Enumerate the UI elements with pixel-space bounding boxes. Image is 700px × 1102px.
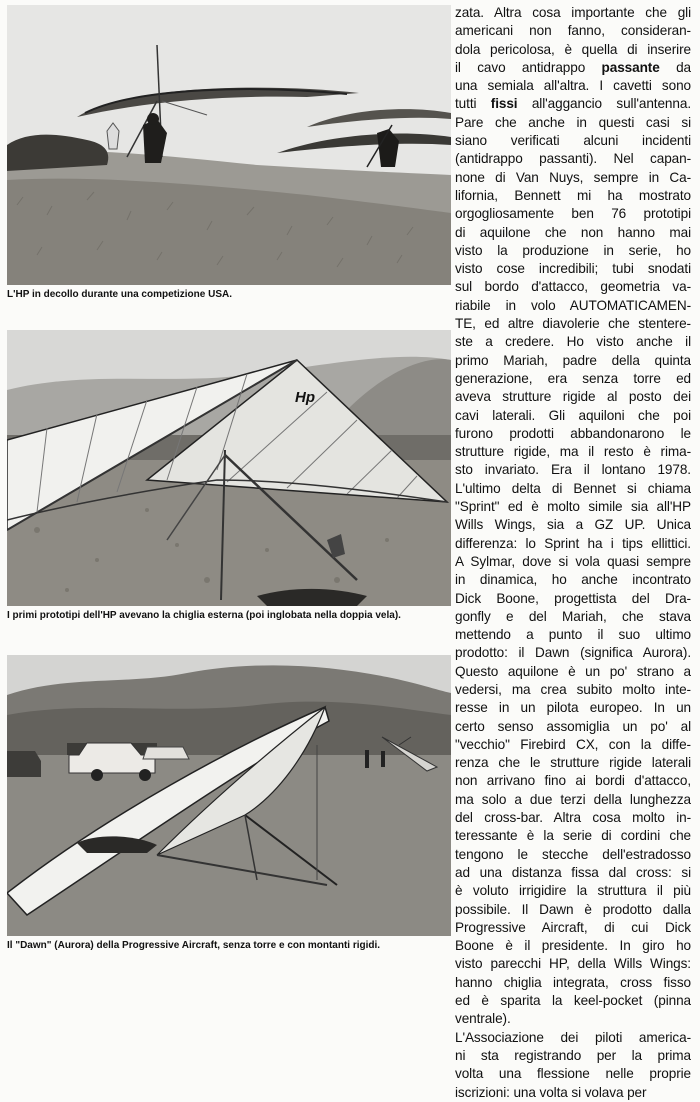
article-line: ni sta registrando per la prima <box>455 1047 691 1063</box>
photo-hp-takeoff <box>7 5 451 285</box>
sail-logo: Hp <box>295 389 315 406</box>
article-line: Boone è il presidente. In giro ho <box>455 938 691 954</box>
article-line: mettendo a punto il suo ultimo <box>455 627 691 643</box>
photo-dawn-glider-image <box>7 655 451 936</box>
article-line: in dinamica, ho anche incontrato <box>455 572 691 588</box>
article-line: furono prodotti abbandonarono le <box>455 425 691 441</box>
article-line: tutti fissi all'aggancio sull'antenna. <box>455 96 691 112</box>
article-line: sul bordo d'attacco, geometria va- <box>455 279 691 295</box>
bold-word: passante <box>601 59 660 75</box>
photo-caption: I primi prototipi dell'HP avevano la chiglia esterna (poi inglobata nella doppia vela). <box>7 610 401 621</box>
article-line: dola pericolosa, è quella di inserire <box>455 41 691 57</box>
article-line: Progressive Aircraft, di cui Dick <box>455 919 691 935</box>
article-line: ed è sparita la keel-pocket (pinna <box>455 993 691 1009</box>
article-line: L'Associazione dei piloti america- <box>455 1029 691 1045</box>
photo-caption: L'HP in decollo durante una competizione USA. <box>7 289 232 300</box>
article-line: siano verificati alcuni incidenti <box>455 133 691 149</box>
article-line: tengono le stecche dell'estradosso <box>455 846 691 862</box>
photo-hp-prototype-image <box>7 330 451 606</box>
article-line: gonfly e del Mariah, che stava <box>455 608 691 624</box>
photo-hp-takeoff-image <box>7 5 451 285</box>
article-line: visto parecchi HP, della Wills Wings: <box>455 956 691 972</box>
article-line: Pare che anche in questi casi si <box>455 114 691 130</box>
article-line: primo Mariah, padre della quinta <box>455 352 691 368</box>
article-line: ventrale). <box>455 1011 511 1027</box>
article-line: renza che le strutture rigide laterali <box>455 755 691 771</box>
article-line: "Sprint" ed è molto simile sia all'HP <box>455 499 691 515</box>
article-line: strutture rigide, ma il resto è rima- <box>455 444 691 460</box>
article-line: generazione, era senza torre ed <box>455 370 691 386</box>
photo-hp-prototype <box>7 330 451 606</box>
article-line: visto la produzione in serie, ho <box>455 242 691 258</box>
bold-word: fissi <box>490 96 518 112</box>
article-line: cavi laterali. Gli aquiloni che poi <box>455 407 691 423</box>
article-line: Dick Boone, progettista del Dra- <box>455 590 691 606</box>
article-line: possibile. Il Dawn è prodotto dalla <box>455 901 691 917</box>
article-line: Questo aquilone è un po' strano a <box>455 663 691 679</box>
article-line: non arrivano fino ai bordi d'attacco, <box>455 773 691 789</box>
article-line: resse in un pilota europeo. In un <box>455 700 691 716</box>
article-line: hanno chiglia integrata, cross fisso <box>455 974 691 990</box>
article-line: teressante è la serie di cordini che <box>455 828 691 844</box>
article-text-column <box>455 4 691 1102</box>
article-line: è voluto irrigidire la struttura il più <box>455 883 691 899</box>
article-line: ste a credere. Ho visto anche il <box>455 334 691 350</box>
photo-caption: Il "Dawn" (Aurora) della Progressive Aircraft, senza torre e con montanti rigidi. <box>7 940 381 951</box>
article-line: visto cose incredibili; tubi snodati <box>455 261 691 277</box>
article-line: volta una flessione nelle proprie <box>455 1066 691 1082</box>
article-line: A Sylmar, dove si vola quasi sempre <box>455 553 691 569</box>
article-line: (antidrappo passanti). Nel capan- <box>455 151 691 167</box>
article-line: vedersi, ma crea subito molto inte- <box>455 681 691 697</box>
article-line: ad una distanza fissa dal cross: si <box>455 864 691 880</box>
article-line: il cavo antidrappo passante da <box>455 59 691 75</box>
article-line: riabile in volo AUTOMATICAMEN- <box>455 297 691 313</box>
article-line: none di Van Nuys, sempre in Ca- <box>455 169 691 185</box>
photo-dawn-glider <box>7 655 451 936</box>
article-line: del cross-bar. Altra cosa molto in- <box>455 810 691 826</box>
article-line: orgogliosamente ben 76 prototipi <box>455 206 691 222</box>
article-line: certo senso assomiglia un po' al <box>455 718 691 734</box>
article-line: lifornia, Bennett mi ha mostrato <box>455 187 691 203</box>
article-line: una semiala all'altra. I cavetti sono <box>455 78 691 94</box>
article-line: di aquilone che non hanno mai <box>455 224 691 240</box>
article-line: americani non fanno, consideran- <box>455 23 691 39</box>
article-line: zata. Altra cosa importante che gli <box>455 5 691 20</box>
article-line: sto invariato. Era il lontano 1978. <box>455 462 691 478</box>
article-line: prodotto: il Dawn (significa Aurora). <box>455 645 691 661</box>
article-line: iscrizioni: una volta si volava per <box>455 1084 647 1100</box>
article-line: L'ultimo delta di Bennet si chiama <box>455 480 691 496</box>
article-line: "vecchio" Firebird CX, con la diffe- <box>455 736 691 752</box>
article-line: Wills Wings, sia a GZ UP. Unica <box>455 517 691 533</box>
article-line: ma solo a due terzi della lunghezza <box>455 791 691 807</box>
article-line: aveva strutture rigide al posto dei <box>455 389 691 405</box>
article-line: differenza: lo Sprint ha i tips ellittici. <box>455 535 691 551</box>
article-line: TE, ed altre diavolerie che stentere- <box>455 316 691 332</box>
